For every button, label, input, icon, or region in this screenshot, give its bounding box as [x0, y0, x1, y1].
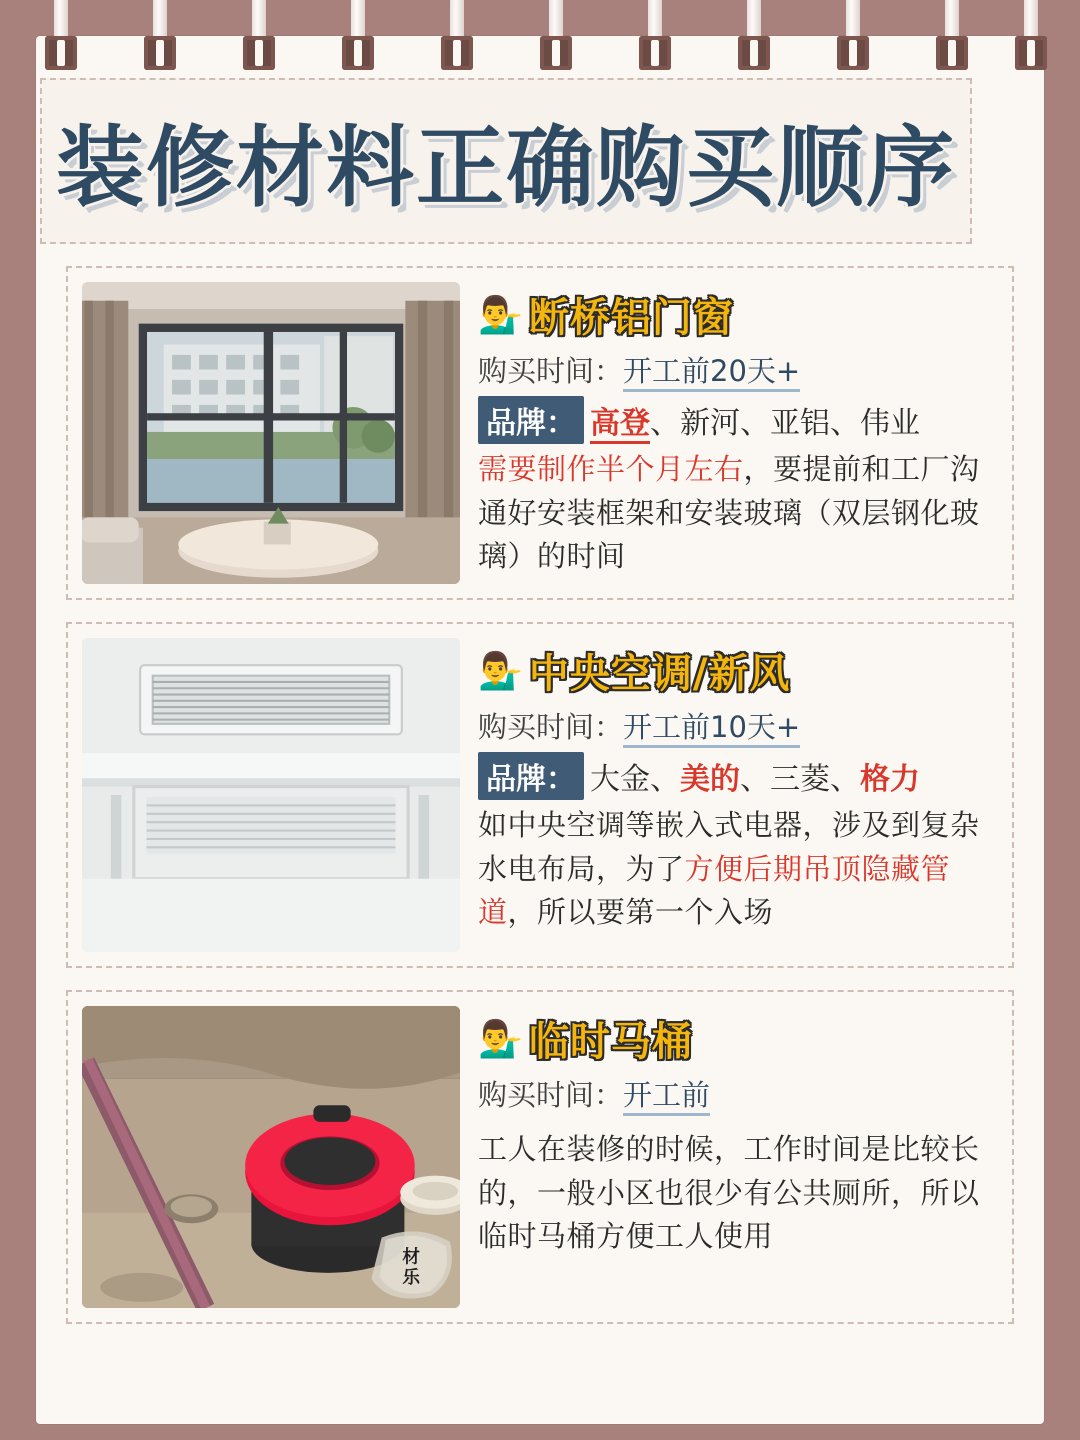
section-1-heading-row [478, 286, 998, 343]
section-2-heading: 中央空调/新风 [528, 651, 791, 697]
brand-label: 品牌： [478, 752, 584, 800]
svg-text:材: 材 [402, 1247, 420, 1268]
section-1-heading: 断桥铝门窗 [528, 295, 734, 341]
purchase-time-value: 开工前10天+ [623, 710, 800, 748]
svg-text:乐: 乐 [402, 1268, 420, 1289]
purchase-time-value: 开工前20天+ [623, 354, 800, 392]
brand-plain: 大金 [590, 762, 650, 797]
section-3-purchase-time [478, 1073, 998, 1114]
section-card-2 [66, 622, 1014, 968]
section-1-brand-list [590, 398, 920, 442]
section-2-purchase-time [478, 705, 998, 746]
section-3-body: 工人在装修的时候，工作时间是比较长的，一般小区也很少有公共厕所，所以临时马桶方便工人使用 [478, 1132, 980, 1253]
section-1-purchase-time [478, 349, 998, 390]
person-emoji-icon: 💁‍♂️ [478, 1017, 523, 1059]
brand-highlight: 高登 [590, 406, 650, 444]
brand-highlight: 美的 [680, 762, 740, 797]
page-title-box [40, 78, 972, 244]
page-title: 装修材料正确购买顺序 [55, 116, 956, 219]
section-2-body [478, 804, 998, 935]
section-2-heading-row [478, 642, 998, 699]
section-1-body-red: 需要制作半个月左右 [478, 452, 744, 486]
section-2-brand-row [478, 752, 998, 800]
purchase-time-value: 开工前 [623, 1078, 710, 1116]
brand-rest: 、新河、亚铝、伟业 [650, 406, 920, 441]
section-2-body-post: ，所以要第一个入场 [507, 895, 774, 929]
brand-plain: 、 [830, 762, 860, 797]
section-2-body-pre: 如中央空调等嵌入式电器，涉及到复杂水电布局，为了 [478, 808, 980, 886]
section-2-brand-list [590, 754, 920, 798]
purchase-time-label: 购买时间： [478, 710, 624, 744]
section-1-body [478, 448, 998, 579]
brand-plain: 三菱 [770, 762, 830, 797]
section-1-body-post: ，要提前和工厂沟通好安装框架和安装玻璃（双层钢化玻璃）的时间 [478, 452, 980, 573]
section-2-body-red: 方便后期吊顶隐藏管道 [478, 851, 951, 929]
brand-plain: 、 [740, 762, 770, 797]
section-1-brand-row [478, 396, 998, 444]
brand-highlight: 格力 [860, 762, 920, 797]
section-card-3 [66, 990, 1014, 1324]
section-3-heading: 临时马桶 [528, 1019, 693, 1065]
section-3-image [82, 1006, 460, 1308]
section-card-1 [66, 266, 1014, 600]
brand-plain: 、 [650, 762, 680, 797]
section-1-image [82, 282, 460, 584]
person-emoji-icon: 💁‍♂️ [478, 293, 523, 335]
purchase-time-label: 购买时间： [478, 1078, 624, 1112]
purchase-time-label: 购买时间： [478, 354, 624, 388]
section-2-image [82, 638, 460, 952]
brand-label: 品牌： [478, 396, 584, 444]
section-3-heading-row [478, 1010, 998, 1067]
person-emoji-icon: 💁‍♂️ [478, 649, 523, 691]
